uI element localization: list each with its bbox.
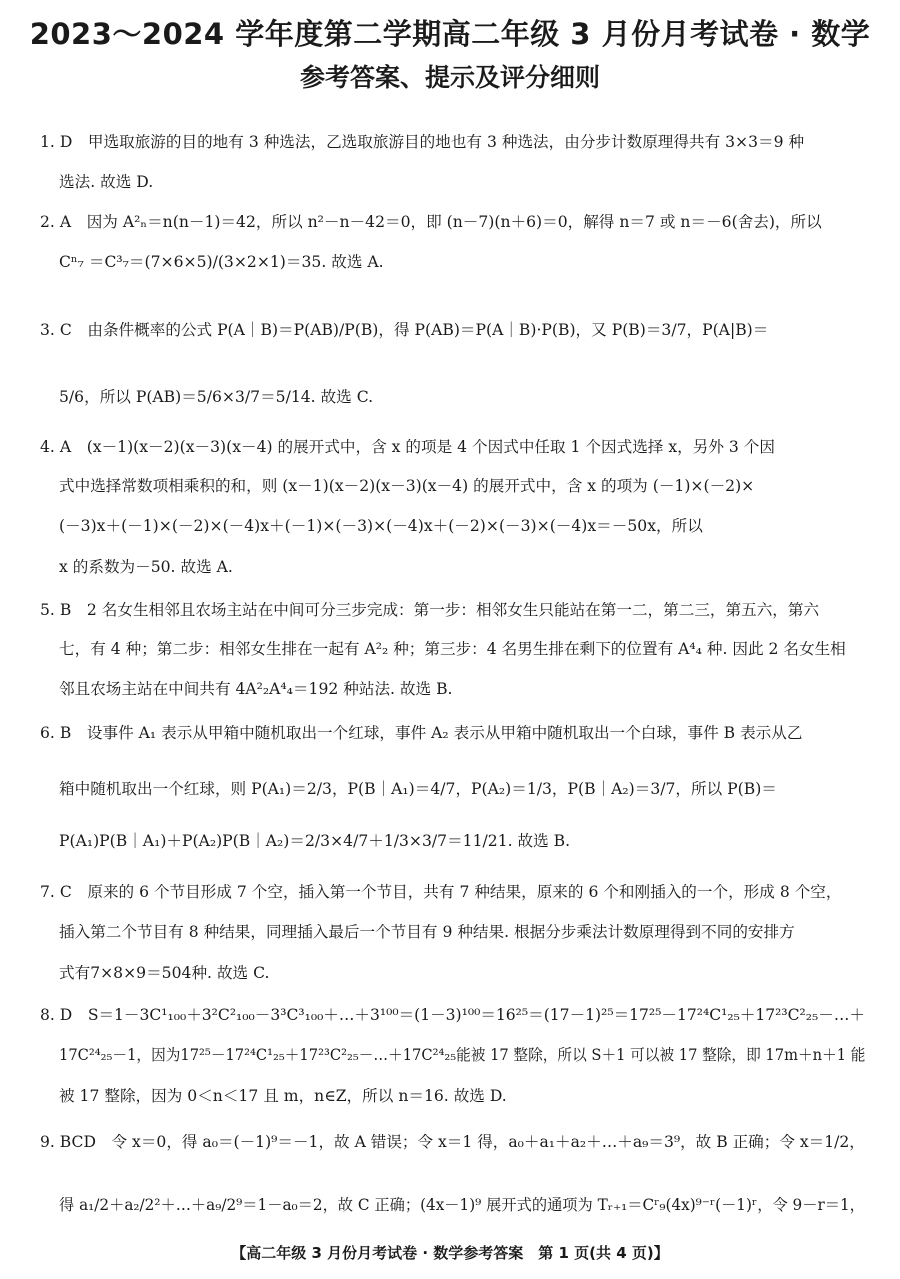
answer-line: 1. D 甲选取旅游的目的地有 3 种选法，乙选取旅游目的地也有 3 种选法，由分步计数原理得共有 3×3＝9 种 bbox=[40, 133, 805, 151]
answer-line: 被 17 整除，因为 0＜n＜17 且 m，n∈Z，所以 n＝16. 故选 D. bbox=[59, 1087, 507, 1105]
answer-line: 3. C 由条件概率的公式 P(A｜B)＝P(AB)/P(B)，得 P(AB)＝P(A｜B)·P(B)，又 P(B)＝3/7，P(A|B)＝ bbox=[40, 321, 769, 339]
page-subtitle: 参考答案、提示及评分细则 bbox=[299, 63, 600, 92]
answer-line: P(A₁)P(B｜A₁)＋P(A₂)P(B｜A₂)＝2/3×4/7＋1/3×3/7＝11/21. 故选 B. bbox=[59, 832, 571, 850]
answer-line: 7. C 原来的 6 个节目形成 7 个空，插入第一个节目，共有 7 种结果，原来的 6 个和刚插入的一个，形成 8 个空， bbox=[40, 883, 842, 901]
answer-line: 式中选择常数项相乘积的和，则 (x－1)(x－2)(x－3)(x－4) 的展开式中，含 x 的项为 (－1)×(－2)× bbox=[59, 477, 755, 495]
answer-line: (－3)x＋(－1)×(－2)×(－4)x＋(－1)×(－3)×(－4)x＋(－2)×(－3)×(－4)x＝－50x，所以 bbox=[59, 517, 703, 535]
answer-line: 2. A 因为 A²ₙ＝n(n－1)＝42，所以 n²－n－42＝0，即 (n－7)(n＋6)＝0，解得 n＝7 或 n＝－6(舍去)，所以 bbox=[40, 213, 822, 231]
answer-line: 选法. 故选 D. bbox=[59, 173, 154, 191]
answer-line: 邻且农场主站在中间共有 4A²₂A⁴₄＝192 种站法. 故选 B. bbox=[59, 680, 453, 698]
answer-line: x 的系数为－50. 故选 A. bbox=[59, 558, 233, 576]
answer-line: 17C²⁴₂₅－1，因为17²⁵－17²⁴C¹₂₅＋17²³C²₂₅－…＋17C²⁴₂₅能被 17 整除，所以 S＋1 可以被 17 整除，即 17m＋n＋1 能 bbox=[59, 1046, 866, 1064]
answer-line: 4. A (x－1)(x－2)(x－3)(x－4) 的展开式中，含 x 的项是 4 个因式中任取 1 个因式选择 x，另外 3 个因 bbox=[40, 438, 775, 456]
answer-line: 式有7×8×9＝504种. 故选 C. bbox=[59, 964, 270, 982]
answer-line: 6. B 设事件 A₁ 表示从甲箱中随机取出一个红球，事件 A₂ 表示从甲箱中随机取出一个白球，事件 B 表示从乙 bbox=[40, 724, 803, 742]
answer-line: 9. BCD 令 x＝0，得 a₀＝(－1)⁹＝－1，故 A 错误；令 x＝1 得，a₀＋a₁＋a₂＋…＋a₉＝3⁹，故 B 正确；令 x＝1/2， bbox=[40, 1133, 865, 1151]
answer-line: 5. B 2 名女生相邻且农场主站在中间可分三步完成：第一步：相邻女生只能站在第一二，第二三，第五六，第六 bbox=[40, 601, 820, 619]
page-footer: 【高二年级 3 月份月考试卷 · 数学参考答案 第 1 页(共 4 页)】 bbox=[231, 1244, 669, 1262]
answer-line: 5/6，所以 P(AB)＝5/6×3/7＝5/14. 故选 C. bbox=[59, 388, 374, 406]
answer-line: 插入第二个节目有 8 种结果，同理插入最后一个节目有 9 种结果. 根据分步乘法计数原理得到不同的安排方 bbox=[59, 923, 795, 941]
page-title: 2023～2024 学年度第二学期高二年级 3 月份月考试卷 · 数学 bbox=[29, 17, 871, 51]
answer-line: 8. D S＝1－3C¹₁₀₀＋3²C²₁₀₀－3³C³₁₀₀＋…＋3¹⁰⁰＝(1－3)¹⁰⁰＝16²⁵＝(17－1)²⁵＝17²⁵－17²⁴C¹₂₅＋17²³C²₂₅－…＋ bbox=[40, 1006, 865, 1024]
answer-line: 得 a₁/2＋a₂/2²＋…＋a₉/2⁹＝1－a₀＝2，故 C 正确；(4x－1)⁹ 展开式的通项为 Tᵣ₊₁＝Cʳ₉(4x)⁹⁻ʳ(－1)ʳ，令 9－r＝1， bbox=[59, 1196, 865, 1214]
answer-line: 箱中随机取出一个红球，则 P(A₁)＝2/3，P(B｜A₁)＝4/7，P(A₂)＝1/3，P(B｜A₂)＝3/7，所以 P(B)＝ bbox=[59, 780, 777, 798]
answer-line: Cⁿ₇ ＝C³₇＝(7×6×5)/(3×2×1)＝35. 故选 A. bbox=[59, 253, 384, 271]
answer-line: 七，有 4 种；第二步：相邻女生排在一起有 A²₂ 种；第三步：4 名男生排在剩下的位置有 A⁴₄ 种. 因此 2 名女生相 bbox=[59, 640, 846, 658]
